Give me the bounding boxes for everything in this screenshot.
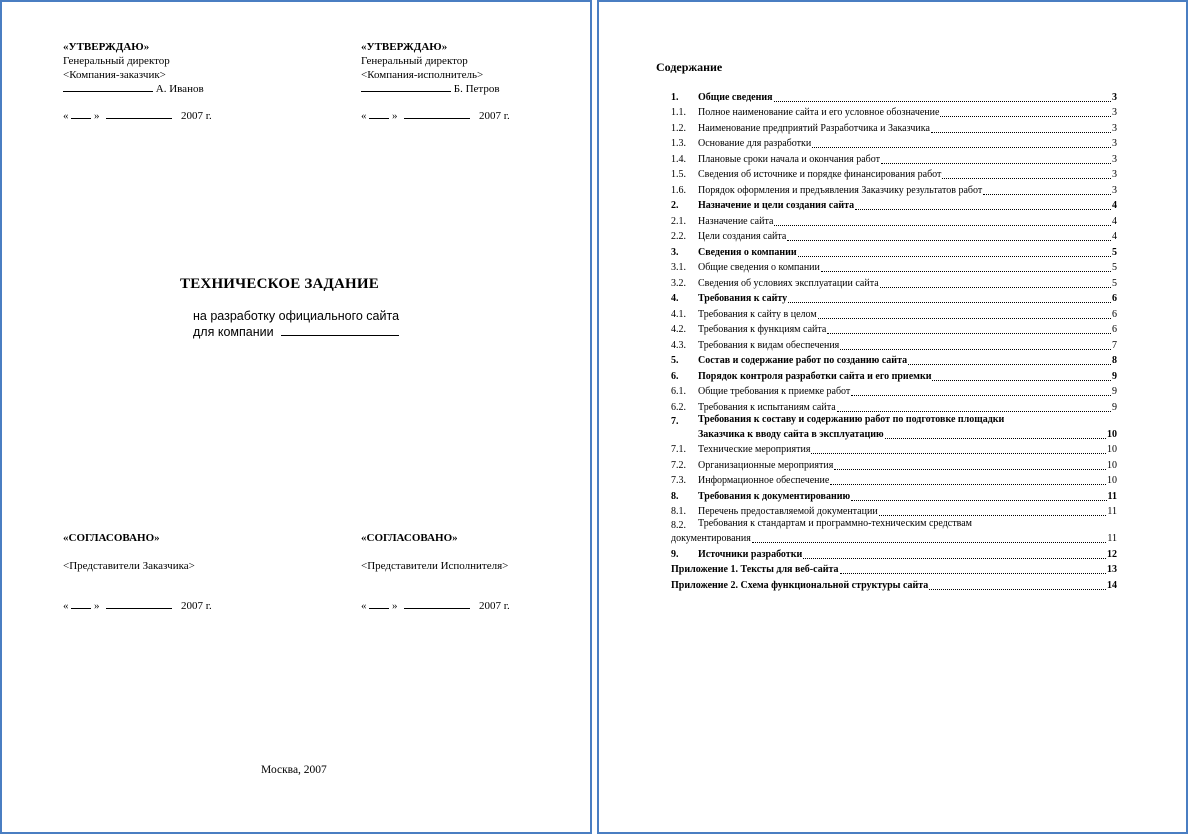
toc-entry-number: 3.: [671, 246, 679, 258]
toc-entry[interactable]: [671, 229, 1117, 245]
toc-entry-number: 1.3.: [671, 138, 686, 149]
toc-entry-title: Цели создания сайта: [698, 231, 787, 242]
toc-entry-page: 6: [1112, 293, 1117, 304]
toc-dot-leader: [881, 163, 1111, 164]
toc-entry-title: Требования к сайту: [698, 293, 788, 304]
approve-right-company: <Компания-исполнитель>: [361, 69, 484, 81]
toc-entry-number: 1.4.: [671, 153, 686, 165]
toc-entry-page: 3: [1112, 122, 1117, 134]
document-subtitle-line2: [193, 324, 399, 340]
toc-entry-title: Общие сведения о компании: [698, 262, 820, 273]
approve-right-heading: «УТВЕРЖДАЮ»: [361, 41, 448, 53]
toc-entry-number: 7.1.: [671, 444, 686, 455]
toc-entry-title: Требования к документированию: [698, 490, 851, 502]
toc-entry[interactable]: [671, 577, 1117, 593]
day-blank: [369, 110, 389, 119]
toc-entry-title: Состав и содержание работ по созданию сайта: [698, 355, 908, 366]
toc-entry-title: Общие сведения: [698, 91, 773, 103]
toc-entry-page: 4: [1112, 215, 1117, 227]
toc-entry-title: Порядок оформления и предъявления Заказчику результатов работ: [698, 184, 983, 196]
toc-entry-number: 6.2.: [671, 401, 686, 413]
toc-entry-title: Сведения о компании: [698, 246, 797, 258]
toc-entry-number: 2.2.: [671, 231, 686, 242]
toc-entry-number: 9.: [671, 548, 679, 560]
toc-entry-number: 7.: [671, 415, 679, 427]
toc-entry-number: 1.6.: [671, 184, 686, 196]
toc-entry-title: Организационные мероприятия: [698, 459, 834, 471]
date-open-quote: «: [63, 600, 72, 612]
toc-entry-page: 13: [1107, 564, 1117, 575]
date-close-quote: »: [389, 600, 398, 612]
subtitle-line2-text: для компании: [193, 325, 274, 339]
toc-entry-page: 5: [1112, 246, 1117, 258]
toc-dot-leader: [908, 364, 1111, 365]
toc-dot-leader: [812, 147, 1111, 148]
toc-entry-title: документирования: [671, 533, 751, 544]
toc-entry-page: 10: [1107, 444, 1117, 455]
toc-entry[interactable]: [671, 562, 1117, 578]
date-year: 2007 г.: [181, 110, 212, 122]
toc-dot-leader: [788, 302, 1111, 303]
date-close-quote: »: [389, 110, 398, 122]
month-blank: [106, 600, 172, 609]
date-year: 2007 г.: [479, 110, 510, 122]
toc-entry-title: Требования к видам обеспечения: [698, 339, 840, 351]
toc-entry-page: 3: [1112, 184, 1117, 196]
toc-entry[interactable]: [671, 337, 1117, 353]
agree-right-who: <Представители Исполнителя>: [361, 560, 509, 572]
toc-entry[interactable]: [671, 322, 1117, 338]
toc-dot-leader: [885, 438, 1106, 439]
toc-dot-leader: [774, 101, 1112, 102]
toc-dot-leader: [940, 116, 1111, 117]
toc-entry-page: 14: [1107, 579, 1117, 591]
day-blank: [71, 110, 91, 119]
toc-entry[interactable]: [671, 488, 1117, 504]
toc-dot-leader: [929, 589, 1106, 590]
approve-right-position: Генеральный директор: [361, 55, 468, 67]
toc-entry[interactable]: [671, 519, 1117, 546]
toc-entry-title: Заказчика к вводу сайта в эксплуатацию: [698, 428, 884, 440]
toc-entry-page: 7: [1112, 339, 1117, 351]
toc-entry-page: 12: [1107, 548, 1117, 560]
document-subtitle-line1: на разработку официального сайта: [193, 309, 400, 323]
company-name-blank: [281, 325, 399, 336]
toc-entry-title: Плановые сроки начала и окончания работ: [698, 153, 880, 165]
toc-entry-title: Требования к сайту в целом: [698, 308, 817, 320]
toc-entry-title: Сведения об источнике и порядке финансирования работ: [698, 169, 942, 180]
toc-dot-leader: [837, 411, 1111, 412]
toc-entry-number: 5.: [671, 355, 679, 366]
toc-dot-leader: [811, 453, 1106, 454]
toc-entry-title: Требования к испытаниям сайта: [698, 401, 836, 413]
month-blank: [404, 110, 470, 119]
contents-heading: Содержание: [656, 60, 723, 74]
toc-dot-leader: [880, 287, 1111, 288]
agree-left-date: [63, 600, 212, 613]
toc-entry-title: Приложение 1. Тексты для веб-сайта: [671, 564, 839, 575]
approve-left-date: [63, 110, 212, 123]
month-blank: [404, 600, 470, 609]
toc-entry[interactable]: [671, 399, 1117, 415]
toc-entry-title: Порядок контроля разработки сайта и его приемки: [698, 370, 932, 382]
approve-left-signature-line: [63, 83, 204, 96]
agree-left-heading: «СОГЛАСОВАНО»: [63, 532, 160, 544]
toc-entry-title: Сведения об условиях эксплуатации сайта: [698, 277, 879, 289]
toc-entry-title: Назначение и цели создания сайта: [698, 200, 855, 211]
toc-entry[interactable]: [671, 384, 1117, 400]
toc-entry-number: 1.: [671, 91, 679, 103]
day-blank: [369, 600, 389, 609]
toc-dot-leader: [752, 542, 1107, 543]
toc-entry-number: 4.2.: [671, 324, 686, 335]
toc-entry[interactable]: [671, 353, 1117, 369]
document-title: ТЕХНИЧЕСКОЕ ЗАДАНИЕ: [180, 276, 379, 292]
toc-entry-number: 7.2.: [671, 459, 686, 471]
toc-entry[interactable]: [671, 457, 1117, 473]
title-page: [0, 0, 592, 834]
date-year: 2007 г.: [181, 600, 212, 612]
toc-dot-leader: [851, 500, 1106, 501]
approve-left-position: Генеральный директор: [63, 55, 170, 67]
toc-entry[interactable]: [671, 260, 1117, 276]
approve-left-signer: А. Иванов: [155, 83, 204, 95]
toc-entry-page: 3: [1112, 107, 1117, 118]
toc-entry[interactable]: [671, 182, 1117, 198]
date-open-quote: «: [361, 600, 370, 612]
toc-entry[interactable]: [671, 167, 1117, 183]
toc-dot-leader: [827, 333, 1111, 334]
toc-entry-page: 11: [1107, 506, 1117, 517]
approve-left-company: <Компания-заказчик>: [63, 69, 166, 81]
agree-left-who: <Представители Заказчика>: [63, 560, 195, 572]
toc-entry-title-line1: Требования к стандартам и программно-техническим средствам: [698, 518, 972, 529]
toc-dot-leader: [803, 558, 1106, 559]
toc-dot-leader: [830, 484, 1106, 485]
toc-dot-leader: [931, 132, 1111, 133]
toc-entry-title: Информационное обеспечение: [698, 475, 830, 486]
toc-dot-leader: [840, 573, 1107, 574]
date-open-quote: «: [361, 110, 370, 122]
toc-entry-page: 3: [1112, 91, 1117, 103]
toc-entry-page: 3: [1112, 153, 1117, 165]
toc-entry-title: Полное наименование сайта и его условное обозначение: [698, 107, 940, 118]
toc-entry[interactable]: [671, 504, 1117, 520]
toc-entry-number: 8.: [671, 490, 679, 502]
toc-entry-number: 3.1.: [671, 262, 686, 273]
toc-entry[interactable]: [671, 442, 1117, 458]
toc-entry[interactable]: [671, 546, 1117, 562]
toc-entry-page: 10: [1107, 428, 1117, 440]
toc-entry[interactable]: [671, 89, 1117, 105]
agree-right-heading: «СОГЛАСОВАНО»: [361, 532, 458, 544]
toc-entry-page: 6: [1112, 308, 1117, 320]
toc-dot-leader: [818, 318, 1111, 319]
toc-dot-leader: [798, 256, 1111, 257]
toc-entry-page: 10: [1107, 475, 1117, 486]
approve-right-signer: Б. Петров: [453, 83, 500, 95]
toc-entry-page: 6: [1112, 324, 1117, 335]
toc-entry[interactable]: [671, 244, 1117, 260]
toc-dot-leader: [942, 178, 1111, 179]
toc-entry-number: 2.: [671, 200, 679, 211]
date-open-quote: «: [63, 110, 72, 122]
toc-entry[interactable]: [671, 291, 1117, 307]
toc-entry[interactable]: [671, 415, 1117, 442]
toc-entry-page: 5: [1112, 277, 1117, 289]
toc-entry-number: 3.2.: [671, 277, 686, 289]
toc-dot-leader: [855, 209, 1111, 210]
toc-entry-number: 4.3.: [671, 339, 686, 351]
toc-entry[interactable]: [671, 120, 1117, 136]
toc-entry-title-line1: Требования к составу и содержанию работ по подготовке площадки: [698, 413, 1005, 425]
toc-entry[interactable]: [671, 275, 1117, 291]
toc-entry-number: 7.3.: [671, 475, 686, 486]
toc-entry-title: Требования к функциям сайта: [698, 324, 827, 335]
toc-entry-number: 8.1.: [671, 506, 686, 517]
approve-right-date: [361, 110, 510, 123]
toc-entry-page: 4: [1112, 231, 1117, 242]
toc-entry-page: 10: [1107, 459, 1117, 471]
signature-blank: [63, 83, 153, 92]
place-and-year: Москва, 2007: [261, 764, 327, 776]
toc-dot-leader: [821, 271, 1111, 272]
date-close-quote: »: [91, 110, 100, 122]
toc-entry-title: Перечень предоставляемой документации: [698, 506, 878, 517]
toc-entry-number: 1.5.: [671, 169, 686, 180]
toc-entry-page: 3: [1112, 138, 1117, 149]
toc-entry[interactable]: [671, 136, 1117, 152]
toc-entry-title: Источники разработки: [698, 548, 803, 560]
toc-entry-number: 1.2.: [671, 122, 686, 134]
toc-entry-title: Назначение сайта: [698, 215, 774, 227]
toc-entry-number: 2.1.: [671, 215, 686, 227]
toc-dot-leader: [932, 380, 1111, 381]
toc-entry-title: Основание для разработки: [698, 138, 812, 149]
toc-entry-title: Наименование предприятий Разработчика и Заказчика: [698, 122, 930, 134]
agree-right-date: [361, 600, 510, 613]
toc-entry[interactable]: [671, 198, 1117, 214]
toc-dot-leader: [787, 240, 1111, 241]
toc-dot-leader: [774, 225, 1111, 226]
toc-entry-page: 4: [1112, 200, 1117, 211]
toc-entry-page: 11: [1107, 533, 1117, 544]
toc-entry-title: Технические мероприятия: [698, 444, 811, 455]
toc-entry-number: 8.2.: [671, 520, 686, 531]
toc-entry[interactable]: [671, 306, 1117, 322]
day-blank: [71, 600, 91, 609]
toc-entry-page: 11: [1107, 490, 1117, 502]
toc-dot-leader: [879, 515, 1107, 516]
toc-entry-number: 4.1.: [671, 308, 686, 320]
date-year: 2007 г.: [479, 600, 510, 612]
approve-right-signature-line: [361, 83, 500, 96]
toc-dot-leader: [851, 395, 1111, 396]
signature-blank: [361, 83, 451, 92]
toc-entry-page: 9: [1112, 386, 1117, 397]
toc-entry-number: 1.1.: [671, 107, 686, 118]
toc-dot-leader: [983, 194, 1111, 195]
toc-entry[interactable]: [671, 473, 1117, 489]
toc-entry-title: Приложение 2. Схема функциональной структуры сайта: [671, 579, 929, 591]
toc-entry-page: 5: [1112, 262, 1117, 273]
approve-left-heading: «УТВЕРЖДАЮ»: [63, 41, 150, 53]
toc-entry-number: 6.1.: [671, 386, 686, 397]
toc-entry-page: 9: [1112, 370, 1117, 382]
toc-entry-title: Общие требования к приемке работ: [698, 386, 851, 397]
table-of-contents: [671, 89, 1117, 593]
toc-dot-leader: [834, 469, 1106, 470]
toc-dot-leader: [840, 349, 1111, 350]
toc-entry-page: 9: [1112, 401, 1117, 413]
toc-entry-number: 4.: [671, 293, 679, 304]
toc-entry[interactable]: [671, 105, 1117, 121]
toc-entry[interactable]: [671, 368, 1117, 384]
toc-entry-page: 8: [1112, 355, 1117, 366]
toc-entry[interactable]: [671, 213, 1117, 229]
toc-entry[interactable]: [671, 151, 1117, 167]
date-close-quote: »: [91, 600, 100, 612]
month-blank: [106, 110, 172, 119]
toc-entry-number: 6.: [671, 370, 679, 382]
toc-entry-page: 3: [1112, 169, 1117, 180]
